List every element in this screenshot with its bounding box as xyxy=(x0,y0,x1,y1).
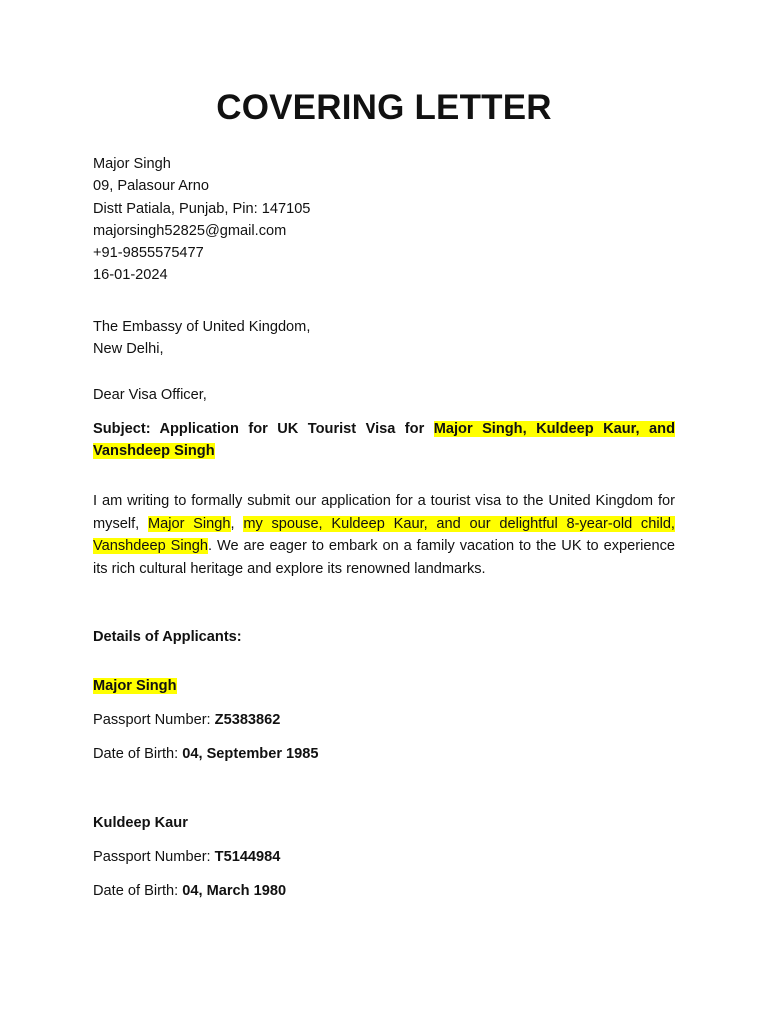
subject-names-highlight: Major Singh, Kuldeep Kaur, and Vanshdeep Singh xyxy=(93,421,675,459)
applicant-1-name xyxy=(93,675,177,697)
sender-name: Major Singh xyxy=(93,156,171,172)
passport-label: Passport Number: xyxy=(93,712,215,728)
passport-label: Passport Number: xyxy=(93,849,215,865)
dob-value: 04, March 1980 xyxy=(182,883,287,899)
body-part-2: . We are eager to embark on a family vacation to the UK to experience its rich cultural heritage and explore its renowned landmarks. xyxy=(93,538,675,577)
dob-value: 04, September 1985 xyxy=(182,746,319,762)
body-part-1: I am writing to formally submit our application for a tourist visa to the United Kingdom for myself, xyxy=(93,493,675,532)
passport-value: Z5383862 xyxy=(214,712,281,728)
sender-email: majorsingh52825@gmail.com xyxy=(93,222,287,239)
dob-label: Date of Birth: xyxy=(93,883,183,899)
dob-label: Date of Birth: xyxy=(93,746,183,762)
letter-date: 16-01-2024 xyxy=(93,267,168,284)
body-comma: , xyxy=(230,515,235,532)
details-heading: Details of Applicants: xyxy=(93,629,242,645)
applicant-1-passport xyxy=(93,709,280,731)
applicant-1-dob xyxy=(93,743,319,765)
sender-address-line-1: 09, Palasour Arno xyxy=(93,178,210,195)
salutation: Dear Visa Officer, xyxy=(93,387,207,403)
body-highlight-name: Major Singh xyxy=(147,515,231,532)
subject-label: Subject: Application for UK Tourist Visa for xyxy=(93,421,425,437)
sender-block xyxy=(93,153,675,287)
recipient-block xyxy=(93,316,675,361)
passport-value: T5144984 xyxy=(214,849,281,865)
sender-phone: +91-9855575477 xyxy=(93,245,204,262)
applicant-1-name-highlight: Major Singh xyxy=(93,678,177,694)
body-paragraph xyxy=(93,490,675,580)
applicant-2-passport xyxy=(93,846,280,868)
recipient-line-2: New Delhi, xyxy=(93,341,164,358)
applicant-2-name: Kuldeep Kaur xyxy=(93,815,188,831)
body-highlight-family: my spouse, Kuldeep Kaur, and our delightful 8-year-old child, Vanshdeep Singh xyxy=(93,515,675,554)
applicant-2-dob xyxy=(93,880,286,902)
recipient-line-1: The Embassy of United Kingdom, xyxy=(93,319,311,335)
sender-address-line-2: Distt Patiala, Punjab, Pin: 147105 xyxy=(93,200,311,217)
subject-line xyxy=(93,418,675,462)
document-title: COVERING LETTER xyxy=(216,88,552,127)
